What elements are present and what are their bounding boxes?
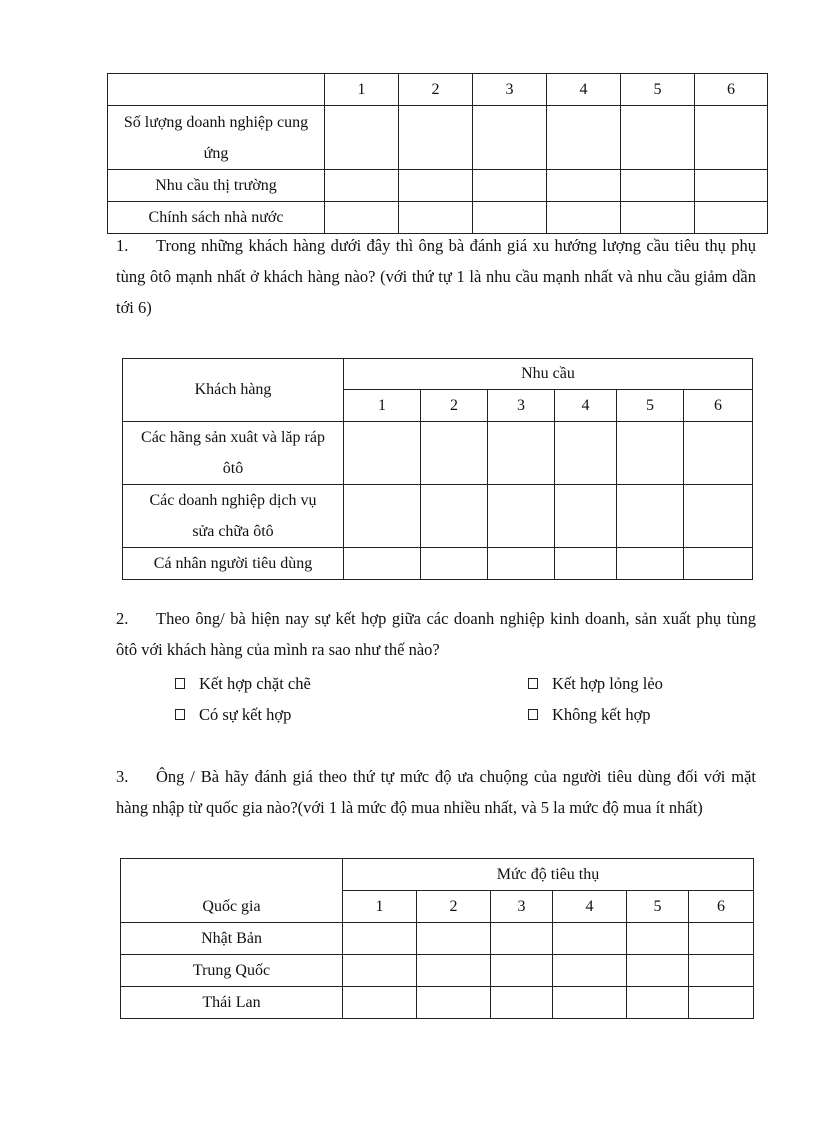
option-label: Có sự kết hợp xyxy=(199,705,292,724)
rating-cell[interactable] xyxy=(621,106,695,170)
column-header: 6 xyxy=(684,390,753,422)
question-number: 2. xyxy=(116,609,129,628)
rating-cell[interactable] xyxy=(695,202,768,234)
rating-cell[interactable] xyxy=(621,170,695,202)
rating-cell[interactable] xyxy=(555,422,617,485)
column-header: 4 xyxy=(547,74,621,106)
rating-cell[interactable] xyxy=(399,106,473,170)
row-header: Khách hàng xyxy=(123,359,344,422)
rating-cell[interactable] xyxy=(684,548,753,580)
rating-cell[interactable] xyxy=(617,548,684,580)
column-header: 5 xyxy=(617,390,684,422)
rating-cell[interactable] xyxy=(547,106,621,170)
row-label: Chính sách nhà nước xyxy=(108,202,325,234)
rating-cell[interactable] xyxy=(617,422,684,485)
option-chat-che[interactable] xyxy=(175,674,311,694)
rating-cell[interactable] xyxy=(325,202,399,234)
rating-cell[interactable] xyxy=(621,202,695,234)
column-header: 2 xyxy=(421,390,488,422)
rating-cell[interactable] xyxy=(553,923,627,955)
group-header: Mức độ tiêu thụ xyxy=(343,859,754,891)
rating-cell[interactable] xyxy=(344,485,421,548)
rating-cell[interactable] xyxy=(421,485,488,548)
column-header: 3 xyxy=(473,74,547,106)
rating-cell[interactable] xyxy=(417,955,491,987)
question-1 xyxy=(116,230,756,323)
rating-cell[interactable] xyxy=(617,485,684,548)
row-label: Các doanh nghiệp dịch vụ sửa chữa ôtô xyxy=(123,485,344,548)
rating-cell[interactable] xyxy=(399,170,473,202)
rating-cell[interactable] xyxy=(555,485,617,548)
rating-cell[interactable] xyxy=(689,923,754,955)
rating-cell[interactable] xyxy=(689,955,754,987)
question-3 xyxy=(116,761,756,823)
column-header: 6 xyxy=(695,74,768,106)
checkbox-icon[interactable] xyxy=(175,709,185,720)
checkbox-icon[interactable] xyxy=(528,678,538,689)
country-preference-table xyxy=(120,858,754,1019)
column-header: 5 xyxy=(627,891,689,923)
question-text: Ông / Bà hãy đánh giá theo thứ tự mức độ ưa chuộng của người tiêu dùng đối với mặt hàng nhập từ quốc gia nào?(với 1 là mức độ mua nhiều nhất, và 5 la mức độ mua ít nhất) xyxy=(116,767,756,817)
rating-cell[interactable] xyxy=(547,202,621,234)
option-khong-ket-hop[interactable] xyxy=(528,705,651,725)
question-text: Trong những khách hàng dưới đây thì ông bà đánh giá xu hướng lượng cầu tiêu thụ phụ tùng ôtô mạnh nhất ở khách hàng nào? (với thứ tự 1 là nhu cầu mạnh nhất và nhu cầu giảm dần tới 6) xyxy=(116,236,756,317)
option-long-leo[interactable] xyxy=(528,674,663,694)
row-label: Nhu cầu thị trường xyxy=(108,170,325,202)
row-label: Nhật Bản xyxy=(121,923,343,955)
rating-cell[interactable] xyxy=(325,170,399,202)
column-header: 4 xyxy=(553,891,627,923)
question-text: Theo ông/ bà hiện nay sự kết hợp giữa các doanh nghiệp kinh doanh, sản xuất phụ tùng ôtô với khách hàng của mình ra sao như thế nào? xyxy=(116,609,756,659)
rating-cell[interactable] xyxy=(553,955,627,987)
rating-cell[interactable] xyxy=(343,923,417,955)
column-header: 6 xyxy=(689,891,754,923)
rating-cell[interactable] xyxy=(684,485,753,548)
rating-cell[interactable] xyxy=(343,987,417,1019)
customer-demand-table xyxy=(122,358,753,580)
rating-cell[interactable] xyxy=(491,955,553,987)
rating-cell[interactable] xyxy=(473,170,547,202)
rating-cell[interactable] xyxy=(343,955,417,987)
rating-cell[interactable] xyxy=(488,548,555,580)
rating-cell[interactable] xyxy=(473,106,547,170)
option-label: Kết hợp chặt chẽ xyxy=(199,674,311,693)
row-label: Các hãng sản xuât và lăp ráp ôtô xyxy=(123,422,344,485)
column-header: 5 xyxy=(621,74,695,106)
rating-cell[interactable] xyxy=(491,987,553,1019)
rating-cell[interactable] xyxy=(421,422,488,485)
rating-cell[interactable] xyxy=(417,987,491,1019)
rating-cell[interactable] xyxy=(555,548,617,580)
group-header: Nhu cầu xyxy=(344,359,753,390)
column-header: 1 xyxy=(343,891,417,923)
table-corner-cell xyxy=(108,74,325,106)
column-header: 1 xyxy=(325,74,399,106)
rating-cell[interactable] xyxy=(695,170,768,202)
rating-cell[interactable] xyxy=(344,548,421,580)
row-header: Quốc gia xyxy=(121,859,343,923)
rating-cell[interactable] xyxy=(553,987,627,1019)
rating-cell[interactable] xyxy=(421,548,488,580)
rating-cell[interactable] xyxy=(399,202,473,234)
row-label: Cá nhân người tiêu dùng xyxy=(123,548,344,580)
rating-cell[interactable] xyxy=(627,923,689,955)
column-header: 3 xyxy=(488,390,555,422)
rating-cell[interactable] xyxy=(695,106,768,170)
column-header: 1 xyxy=(344,390,421,422)
question-number: 3. xyxy=(116,767,129,786)
rating-cell[interactable] xyxy=(491,923,553,955)
column-header: 2 xyxy=(417,891,491,923)
column-header: 2 xyxy=(399,74,473,106)
question-number: 1. xyxy=(116,236,129,255)
rating-cell[interactable] xyxy=(473,202,547,234)
option-label: Kết hợp lỏng lẻo xyxy=(552,674,663,693)
checkbox-icon[interactable] xyxy=(175,678,185,689)
rating-cell[interactable] xyxy=(547,170,621,202)
rating-cell[interactable] xyxy=(684,422,753,485)
rating-cell[interactable] xyxy=(417,923,491,955)
option-co-ket-hop[interactable] xyxy=(175,705,291,725)
rating-cell[interactable] xyxy=(344,422,421,485)
rating-cell[interactable] xyxy=(488,422,555,485)
rating-cell[interactable] xyxy=(627,955,689,987)
factor-table xyxy=(107,73,768,234)
rating-cell[interactable] xyxy=(689,987,754,1019)
question-2 xyxy=(116,603,756,665)
checkbox-icon[interactable] xyxy=(528,709,538,720)
row-label: Số lượng doanh nghiệp cung ứng xyxy=(108,106,325,170)
option-label: Không kết hợp xyxy=(552,705,651,724)
column-header: 4 xyxy=(555,390,617,422)
rating-cell[interactable] xyxy=(627,987,689,1019)
column-header: 3 xyxy=(491,891,553,923)
rating-cell[interactable] xyxy=(325,106,399,170)
row-label: Thái Lan xyxy=(121,987,343,1019)
row-label: Trung Quốc xyxy=(121,955,343,987)
rating-cell[interactable] xyxy=(488,485,555,548)
